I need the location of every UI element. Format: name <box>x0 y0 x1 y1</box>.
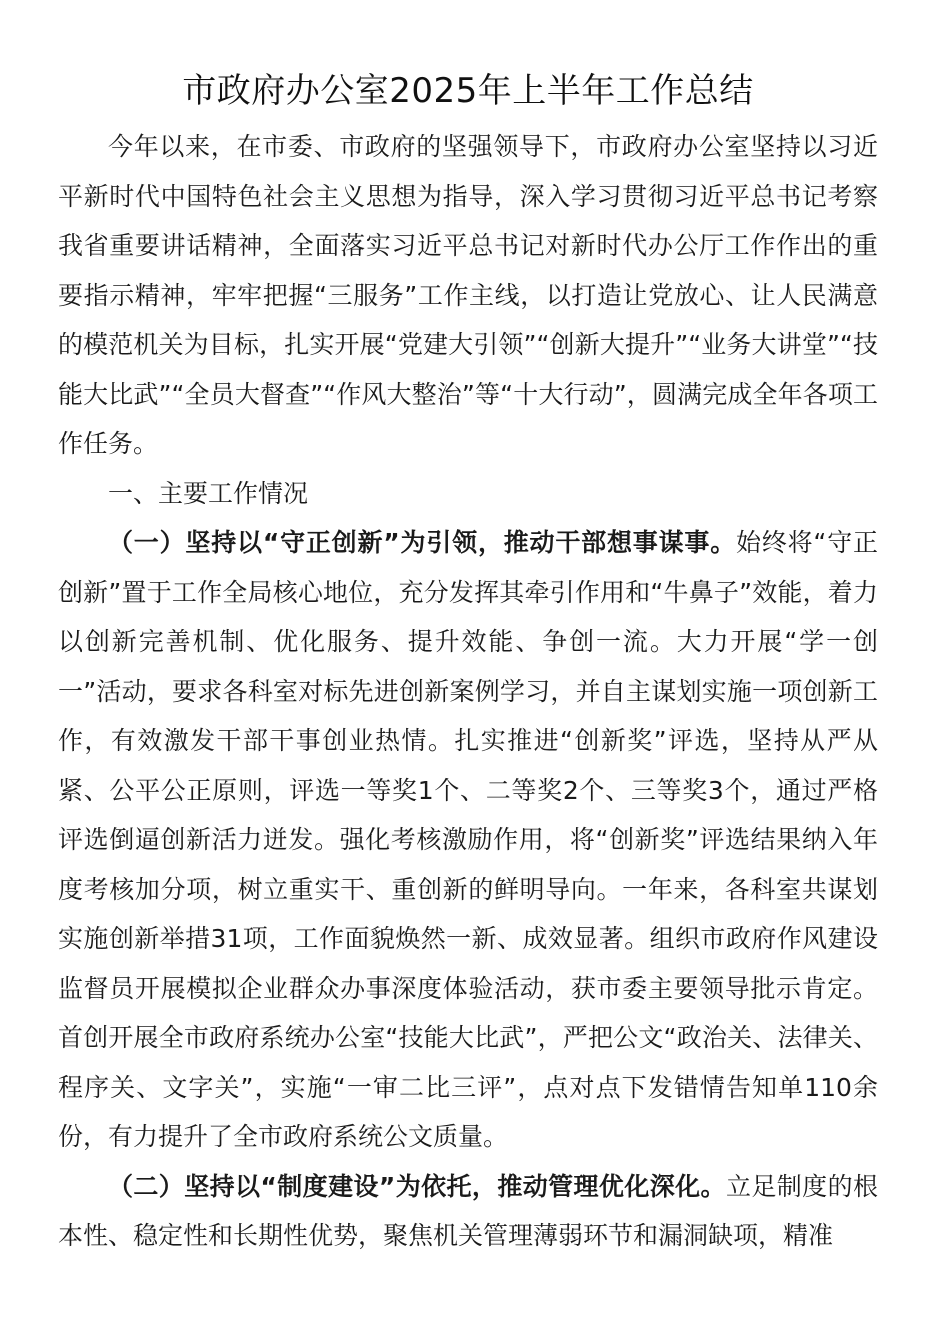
subsection-2-lead: （二）坚持以“制度建设”为依托，推动管理优化深化。 <box>108 1171 726 1201</box>
document-page <box>58 60 878 1261</box>
subsection-2-body: 立足制度的根本性、稳定性和长期性优势，聚焦机关管理薄弱环节和漏洞缺项，精准 <box>58 1171 878 1250</box>
subsection-1-body: 始终将“守正创新”置于工作全局核心地位，充分发挥其牵引作用和“牛鼻子”效能，着力以创新完善机制、优化服务、提升效能、争创一流。大力开展“学一创一”活动，要求各科室对标先进创新案例学习，并自主谋划实施一项创新工作，有效激发干部干事创业热情。扎实推进“创新奖”评选，坚持从严从紧、公平公正原则，评选一等奖1个、二等奖2个、三等奖3个，通过严格评选倒逼创新活力迸发。强化考核激励作用，将“创新奖”评选结果纳入年度考核加分项，树立重实干、重创新的鲜明导向。一年来，各科室共谋划实施创新举措31项，工作面貌焕然一新、成效显著。组织市政府作风建设监督员开展模拟企业群众办事深度体验活动，获市委主要领导批示肯定。首创开展全市政府系统办公室“技能大比武”，严把公文“政治关、法律关、程序关、文字关”，实施“一审二比三评”，点对点下发错情告知单110余份，有力提升了全市政府系统公文质量。 <box>58 528 878 1151</box>
intro-paragraph: 今年以来，在市委、市政府的坚强领导下，市政府办公室坚持以习近平新时代中国特色社会主义思想为指导，深入学习贯彻习近平总书记考察我省重要讲话精神，全面落实习近平总书记对新时代办公厅工作作出的重要指示精神，牢牢把握“三服务”工作主线，以打造让党放心、让人民满意的模范机关为目标，扎实开展“党建大引领”“创新大提升”“业务大讲堂”“技能大比武”“全员大督查”“作风大整治”等“十大行动”，圆满完成全年各项工作任务。 <box>58 132 878 458</box>
section-heading: 一、主要工作情况 <box>108 478 309 508</box>
subsection-paragraph-1 <box>58 518 878 1162</box>
subsection-1-lead: （一）坚持以“守正创新”为引领，推动干部想事谋事。 <box>108 528 737 557</box>
document-title: 市政府办公室2025年上半年工作总结 <box>182 71 754 111</box>
subsection-paragraph-2 <box>58 1162 878 1261</box>
